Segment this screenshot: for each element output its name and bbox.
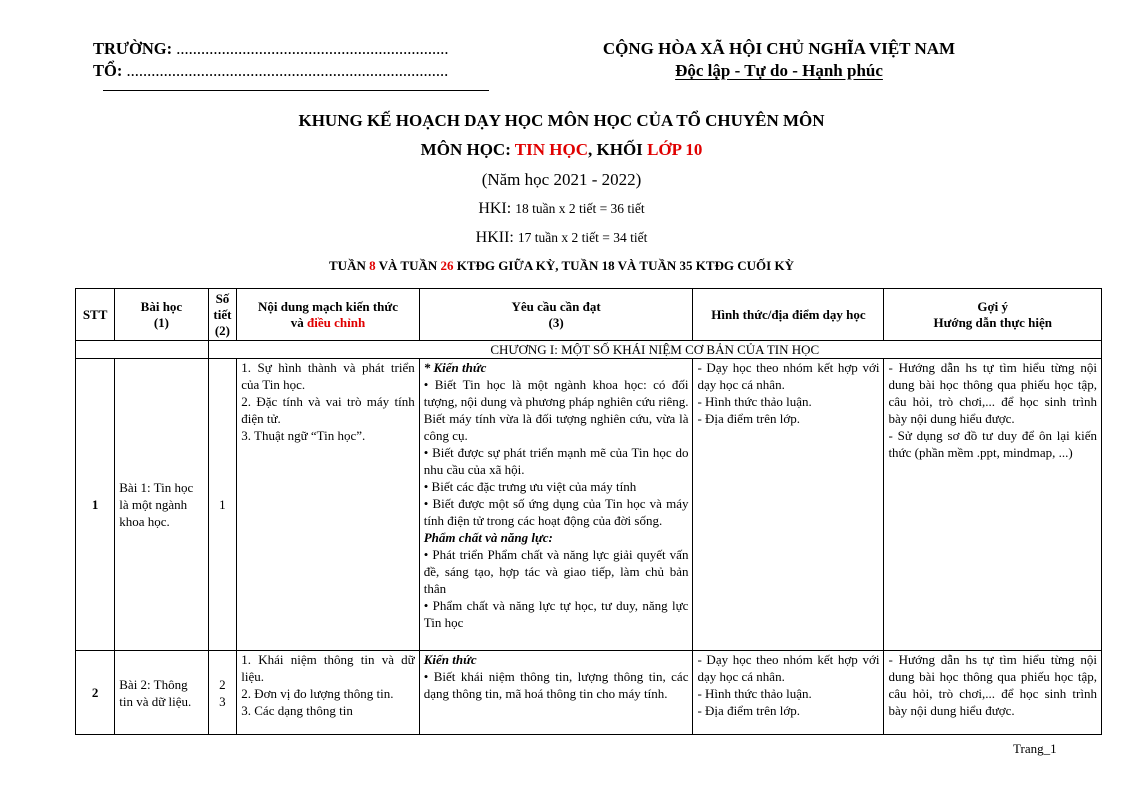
content-item: 2. Đặc tính và vai trò máy tính điện tử. bbox=[241, 394, 415, 426]
semester-1 bbox=[0, 200, 1123, 218]
exam-week-2: 26 bbox=[440, 258, 454, 273]
exam-week-1: 8 bbox=[369, 258, 376, 273]
exam-schedule bbox=[0, 258, 1123, 274]
row-requirements bbox=[419, 651, 693, 735]
header-periods-2: tiết bbox=[213, 306, 232, 322]
header-lesson-label: Bài học bbox=[140, 298, 183, 314]
row-form bbox=[693, 651, 884, 735]
row-guide bbox=[884, 651, 1102, 735]
content-item: 3. Thuật ngữ “Tin học”. bbox=[241, 428, 366, 443]
form-item: - Hình thức thảo luận. bbox=[697, 686, 812, 701]
header-requirements-num: (3) bbox=[548, 314, 564, 330]
row-periods bbox=[208, 651, 237, 735]
national-header bbox=[555, 38, 1003, 82]
school-line bbox=[93, 38, 449, 60]
header-content-adjust bbox=[241, 315, 414, 331]
semester-2-label: HKII: bbox=[475, 229, 518, 246]
form-item: - Địa điểm trên lớp. bbox=[697, 703, 801, 718]
exam-text-c: KTĐG GIỮA KỲ, TUẦN 18 VÀ TUẦN 35 KTĐG CUỐI KỲ bbox=[453, 258, 794, 273]
row-stt: 2 bbox=[76, 651, 115, 735]
periods-value: 2 bbox=[219, 676, 226, 692]
guide-item: - Sử dụng sơ đồ tư duy để ôn lại kiến thức (phần mềm .ppt, mindmap, ...) bbox=[888, 428, 1097, 460]
row-content bbox=[237, 651, 419, 735]
requirements-heading: Kiến thức bbox=[423, 652, 477, 667]
semester-1-value: 18 tuần x 2 tiết = 36 tiết bbox=[515, 201, 645, 216]
header-periods bbox=[208, 289, 237, 341]
header-content bbox=[237, 289, 419, 341]
table-row bbox=[76, 359, 1102, 651]
row-lesson: Bài 2: Thông tin và dữ liệu. bbox=[115, 651, 208, 735]
table-header-row bbox=[76, 289, 1102, 341]
header-guide-sub: Hướng dẫn thực hiện bbox=[933, 314, 1052, 330]
form-item: - Địa điểm trên lớp. bbox=[697, 411, 801, 426]
guide-item: - Hướng dẫn hs tự tìm hiểu từng nội dung bài học thông qua phiếu học tập, câu hỏi, trò chơi,... để học sinh trình bày nội dung hiểu được. bbox=[888, 360, 1097, 426]
header-content-adjust-label: điều chỉnh bbox=[307, 314, 366, 330]
form-item: - Hình thức thảo luận. bbox=[697, 394, 812, 409]
header-content-and: và bbox=[290, 314, 308, 330]
school-label: TRƯỜNG: bbox=[93, 39, 173, 58]
header-stt: STT bbox=[76, 289, 115, 341]
group-line bbox=[93, 60, 449, 82]
exam-text-a: TUẦN bbox=[329, 258, 370, 273]
row-guide bbox=[884, 359, 1102, 651]
row-requirements bbox=[419, 359, 693, 651]
school-dots: .................................................................. bbox=[172, 39, 449, 58]
periods-value: 3 bbox=[219, 693, 226, 709]
document-title: KHUNG KẾ HOẠCH DẠY HỌC MÔN HỌC CỦA TỔ CHUYÊN MÔN bbox=[298, 111, 825, 130]
chapter-title: CHƯƠNG I: MỘT SỐ KHÁI NIỆM CƠ BẢN CỦA TIN HỌC bbox=[208, 341, 1101, 359]
school-year: (Năm học 2021 - 2022) bbox=[481, 170, 642, 189]
header-guide-label: Gợi ý bbox=[977, 298, 1009, 314]
header-lesson bbox=[115, 289, 208, 341]
header-periods-num: (2) bbox=[214, 322, 231, 338]
requirement-item: • Biết các đặc trưng ưu việt của máy tính bbox=[423, 479, 637, 494]
row-periods: 1 bbox=[208, 359, 237, 651]
subject-prefix: MÔN HỌC: bbox=[420, 140, 515, 159]
grade-prefix: , KHỐI bbox=[588, 140, 648, 159]
header-divider bbox=[103, 90, 489, 91]
group-dots: .............................................................................. bbox=[122, 61, 449, 80]
requirement-item: • Biết được một số ứng dụng của Tin học và máy tính điện tử trong các hoạt động của đời sống. bbox=[423, 496, 689, 528]
semester-1-label: HKI: bbox=[478, 200, 516, 217]
page-number: Trang_1 bbox=[1013, 741, 1057, 756]
requirements-heading: * Kiến thức bbox=[423, 360, 487, 375]
semester-2 bbox=[0, 229, 1123, 247]
group-label: TỔ: bbox=[93, 61, 123, 80]
row-form bbox=[693, 359, 884, 651]
table-row bbox=[76, 651, 1102, 735]
requirement-item: • Biết Tin học là một ngành khoa học: có đối tượng, nội dung và phương pháp nghiên cứu riêng. Biết máy tính vừa là đối tượng nghiên cứu, vừa là công cụ. bbox=[423, 377, 689, 443]
row-lesson: Bài 1: Tin học là một ngành khoa học. bbox=[115, 359, 208, 651]
grade-name: LỚP 10 bbox=[647, 140, 703, 159]
requirement-item: • Biết được sự phát triển mạnh mẽ của Tin học do nhu cầu của xã hội. bbox=[423, 445, 689, 477]
header-requirements-label: Yêu cầu cần đạt bbox=[511, 298, 601, 314]
national-motto: Độc lập - Tự do - Hạnh phúc bbox=[675, 61, 883, 80]
form-item: - Dạy học theo nhóm kết hợp với dạy học cá nhân. bbox=[697, 652, 880, 684]
subject-title bbox=[0, 140, 1123, 160]
lesson-plan-table bbox=[75, 288, 1102, 735]
school-header bbox=[93, 38, 449, 82]
subject-name: TIN HỌC bbox=[514, 140, 589, 159]
row-stt: 1 bbox=[76, 359, 115, 651]
quality-heading: Phẩm chất và năng lực: bbox=[423, 530, 553, 545]
quality-item: • Phát triển Phẩm chất và năng lực giải quyết vấn đề, sáng tạo, hợp tác và giao tiếp, làm chủ bản thân bbox=[423, 547, 689, 596]
exam-text-b: VÀ TUẦN bbox=[375, 258, 441, 273]
form-item: - Dạy học theo nhóm kết hợp với dạy học cá nhân. bbox=[697, 360, 880, 392]
header-periods-1: Số bbox=[215, 290, 230, 306]
country-name: CỘNG HÒA XÃ HỘI CHỦ NGHĨA VIỆT NAM bbox=[602, 39, 956, 58]
requirement-item: • Biết khái niệm thông tin, lượng thông tin, các dạng thông tin, mã hoá thông tin cho máy tính. bbox=[423, 669, 689, 701]
header-form: Hình thức/địa điểm dạy học bbox=[693, 289, 884, 341]
chapter-spacer bbox=[76, 341, 209, 359]
chapter-row bbox=[76, 341, 1102, 359]
semester-2-value: 17 tuần x 2 tiết = 34 tiết bbox=[517, 230, 648, 245]
content-item: 1. Khái niệm thông tin và dữ liệu. bbox=[241, 652, 415, 684]
quality-item: • Phẩm chất và năng lực tự học, tư duy, năng lực Tin học bbox=[423, 598, 689, 630]
header-content-label: Nội dung mạch kiến thức bbox=[257, 298, 398, 314]
row-content bbox=[237, 359, 419, 651]
content-item: 3. Các dạng thông tin bbox=[241, 703, 353, 718]
content-item: 1. Sự hình thành và phát triển của Tin học. bbox=[241, 360, 415, 392]
guide-item: - Hướng dẫn hs tự tìm hiểu từng nội dung bài học thông qua phiếu học tập, câu hỏi, trò chơi,... để học sinh trình bày nội dung hiểu được. bbox=[888, 652, 1097, 718]
header-lesson-num: (1) bbox=[153, 314, 170, 330]
header-guide bbox=[884, 289, 1102, 341]
header-requirements bbox=[419, 289, 693, 341]
content-item: 2. Đơn vị đo lượng thông tin. bbox=[241, 686, 394, 701]
